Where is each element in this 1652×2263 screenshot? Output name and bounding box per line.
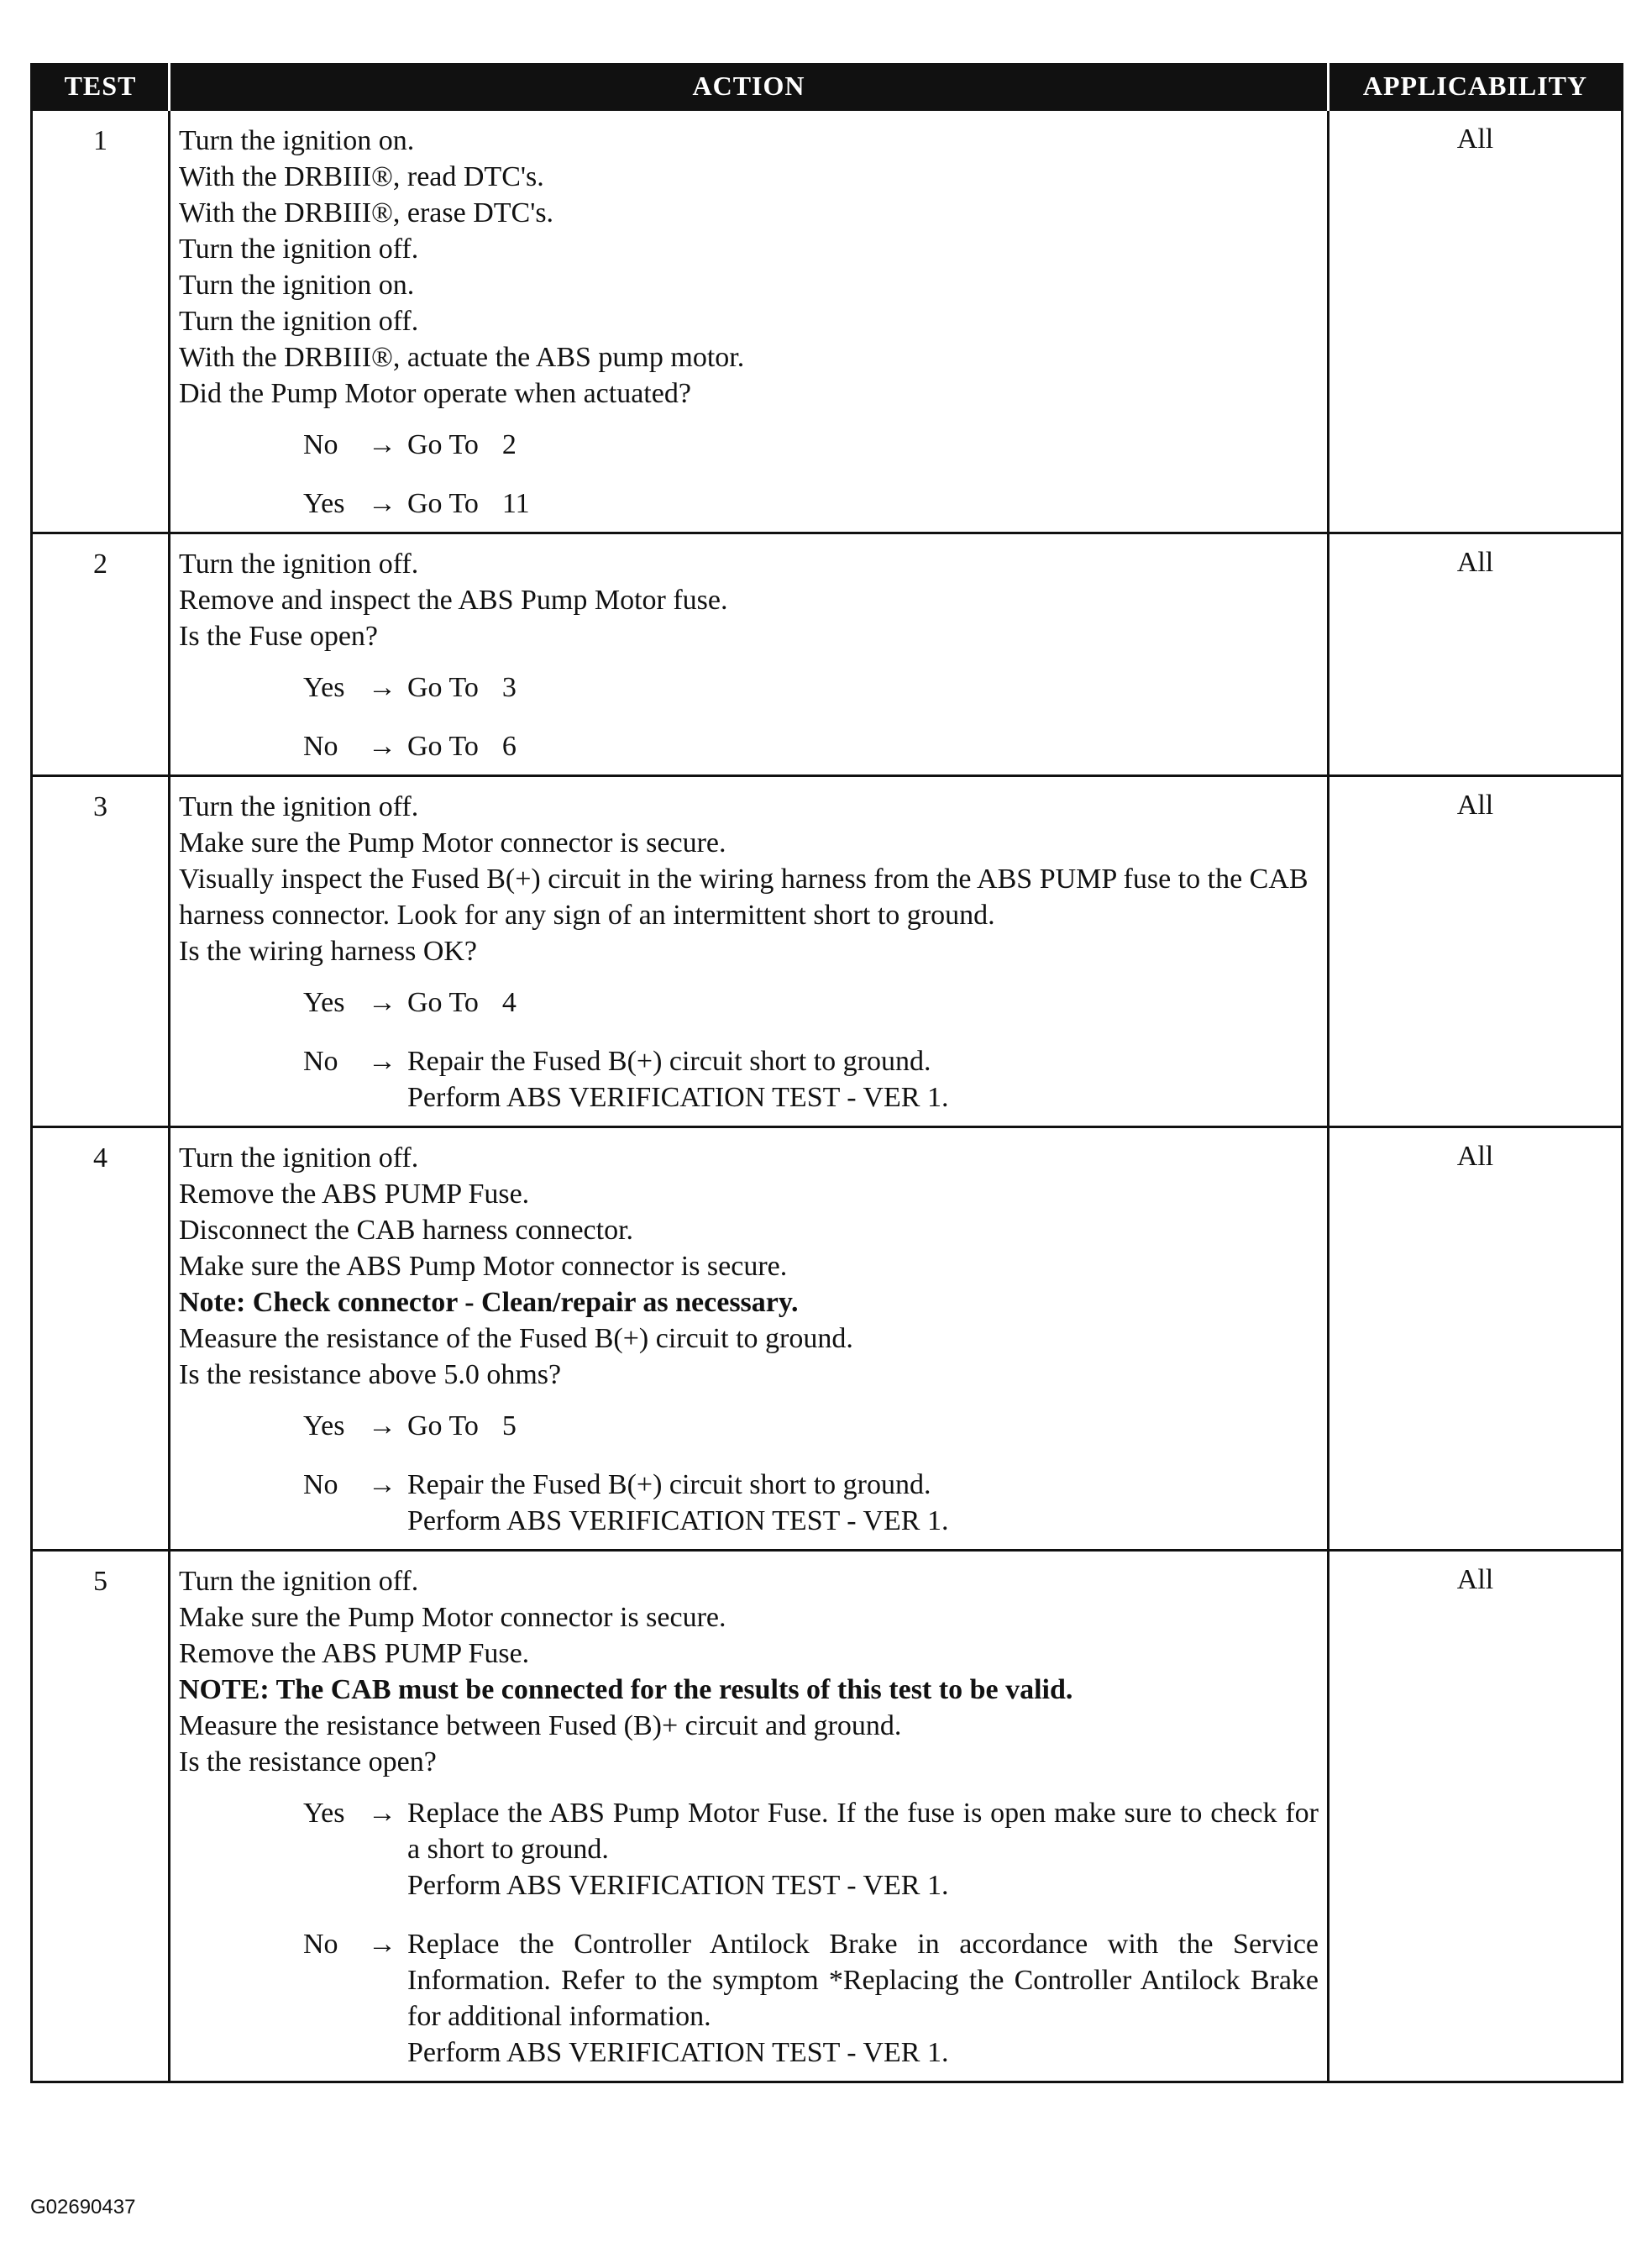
goto-target: 11: [501, 488, 530, 519]
branch-result: [407, 1795, 1319, 1903]
action-step: Turn the ignition off.: [179, 1142, 419, 1174]
table-row: [32, 533, 1623, 776]
action-step: With the DRBIII®, erase DTC's.: [179, 197, 554, 228]
right-arrow-icon: →: [368, 672, 396, 703]
action-step: Turn the ignition off.: [179, 1566, 419, 1597]
action-step: Make sure the Pump Motor connector is secure.: [179, 827, 726, 858]
right-arrow-icon: →: [368, 1046, 396, 1077]
branch-result: [407, 1926, 1319, 2071]
diagnostic-test-table: [30, 63, 1623, 2083]
action-note: NOTE: The CAB must be connected for the results of this test to be valid.: [179, 1674, 1073, 1705]
branch-result-line: Perform ABS VERIFICATION TEST - VER 1.: [407, 1870, 949, 1901]
action-step: Make sure the ABS Pump Motor connector is secure.: [179, 1251, 788, 1282]
branch-answer: Yes: [303, 488, 345, 519]
action-step: Turn the ignition on.: [179, 270, 415, 301]
table-header-row: [32, 63, 1623, 110]
table-row: [32, 110, 1623, 533]
goto-target: 6: [501, 731, 517, 762]
branch-result: [407, 1408, 1319, 1444]
action-step: Measure the resistance of the Fused B(+) circuit to ground.: [179, 1323, 853, 1354]
branch-result-line: Replace the ABS Pump Motor Fuse. If the fuse is open make sure to check for a short to ground.: [407, 1798, 1319, 1865]
right-arrow-icon: →: [368, 429, 396, 460]
action-step: With the DRBIII®, read DTC's.: [179, 161, 544, 192]
applicability-cell: All: [1329, 1127, 1623, 1551]
action-step: Visually inspect the Fused B(+) circuit in the wiring harness from the ABS PUMP fuse to the CAB harness connector. Look for any sign of an intermittent short to ground.: [179, 864, 1308, 931]
branch-result: [407, 669, 1319, 706]
test-number: 2: [32, 533, 170, 776]
applicability-cell: All: [1329, 1551, 1623, 2082]
goto-label: Go To: [407, 488, 479, 519]
header-action: ACTION: [170, 63, 1329, 110]
branch-result-line: Replace the Controller Antilock Brake in accordance with the Service Information. Refer to the symptom *Replacing the Controller Antilock Brake for additional information.: [407, 1929, 1319, 2032]
goto-target: 4: [501, 987, 517, 1018]
goto-target: 2: [501, 429, 517, 460]
branch-result-line: Repair the Fused B(+) circuit short to ground.: [407, 1046, 931, 1077]
branch-result-line: Repair the Fused B(+) circuit short to ground.: [407, 1469, 931, 1500]
branch-list: [179, 1408, 1319, 1539]
action-step: Remove and inspect the ABS Pump Motor fuse.: [179, 585, 728, 616]
branch-list: [179, 984, 1319, 1116]
action-step: Remove the ABS PUMP Fuse.: [179, 1179, 530, 1210]
branch-line: [303, 427, 1319, 463]
branch-line: [303, 1926, 1319, 2071]
branch-answer: No: [303, 429, 338, 460]
goto-target: 5: [501, 1410, 517, 1441]
goto-label: Go To: [407, 731, 479, 762]
branch-line: [303, 1043, 1319, 1116]
branch-result: [407, 1467, 1319, 1539]
action-cell: [170, 1127, 1329, 1551]
branch-result-line: Perform ABS VERIFICATION TEST - VER 1.: [407, 1505, 949, 1536]
branch-answer: Yes: [303, 987, 345, 1018]
action-cell: [170, 776, 1329, 1127]
action-step: Disconnect the CAB harness connector.: [179, 1215, 634, 1246]
action-step: Turn the ignition off.: [179, 791, 419, 822]
right-arrow-icon: →: [368, 1798, 396, 1829]
right-arrow-icon: →: [368, 1410, 396, 1441]
branch-result: [407, 728, 1319, 764]
action-step: Is the Fuse open?: [179, 621, 379, 652]
branch-result-line: Perform ABS VERIFICATION TEST - VER 1.: [407, 2037, 949, 2068]
goto-target: 3: [501, 672, 517, 703]
right-arrow-icon: →: [368, 1929, 396, 1960]
action-step: Make sure the Pump Motor connector is secure.: [179, 1602, 726, 1633]
right-arrow-icon: →: [368, 488, 396, 519]
branch-line: [303, 984, 1319, 1021]
test-number: 1: [32, 110, 170, 533]
action-step: Turn the ignition off.: [179, 549, 419, 580]
branch-result: [407, 984, 1319, 1021]
branch-line: [303, 486, 1319, 522]
action-step: Measure the resistance between Fused (B)+ circuit and ground.: [179, 1710, 902, 1741]
branch-answer: No: [303, 1929, 338, 1960]
figure-code: G02690437: [30, 2196, 136, 2218]
branch-result-line: Perform ABS VERIFICATION TEST - VER 1.: [407, 1082, 949, 1113]
branch-answer: No: [303, 731, 338, 762]
action-cell: [170, 1551, 1329, 2082]
branch-list: [179, 1795, 1319, 2071]
action-step: Remove the ABS PUMP Fuse.: [179, 1638, 530, 1669]
branch-result: [407, 1043, 1319, 1116]
table-row: [32, 1551, 1623, 2082]
branch-result: [407, 486, 1319, 522]
action-step: With the DRBIII®, actuate the ABS pump motor.: [179, 342, 745, 373]
branch-list: [179, 427, 1319, 522]
table-row: [32, 776, 1623, 1127]
action-step: Is the resistance open?: [179, 1746, 437, 1777]
right-arrow-icon: →: [368, 1469, 396, 1500]
test-number: 5: [32, 1551, 170, 2082]
table-body: [32, 110, 1623, 2082]
action-step: Is the resistance above 5.0 ohms?: [179, 1359, 562, 1390]
branch-line: [303, 728, 1319, 764]
action-step: Is the wiring harness OK?: [179, 936, 478, 967]
action-step: Did the Pump Motor operate when actuated?: [179, 378, 691, 409]
action-step: Turn the ignition off.: [179, 306, 419, 337]
branch-line: [303, 1408, 1319, 1444]
applicability-cell: All: [1329, 533, 1623, 776]
test-number: 4: [32, 1127, 170, 1551]
action-cell: [170, 110, 1329, 533]
action-note: Note: Check connector - Clean/repair as necessary.: [179, 1287, 799, 1318]
branch-result: [407, 427, 1319, 463]
applicability-cell: All: [1329, 110, 1623, 533]
header-test: TEST: [32, 63, 170, 110]
action-step: Turn the ignition on.: [179, 125, 415, 156]
action-step: Turn the ignition off.: [179, 234, 419, 265]
branch-answer: Yes: [303, 1798, 345, 1829]
right-arrow-icon: →: [368, 987, 396, 1018]
branch-line: [303, 1795, 1319, 1903]
test-number: 3: [32, 776, 170, 1127]
right-arrow-icon: →: [368, 731, 396, 762]
goto-label: Go To: [407, 987, 479, 1018]
branch-answer: Yes: [303, 1410, 345, 1441]
applicability-cell: All: [1329, 776, 1623, 1127]
branch-line: [303, 1467, 1319, 1539]
action-cell: [170, 533, 1329, 776]
header-applicability: APPLICABILITY: [1329, 63, 1623, 110]
branch-list: [179, 669, 1319, 764]
branch-answer: No: [303, 1046, 338, 1077]
table-row: [32, 1127, 1623, 1551]
branch-line: [303, 669, 1319, 706]
goto-label: Go To: [407, 429, 479, 460]
goto-label: Go To: [407, 1410, 479, 1441]
branch-answer: Yes: [303, 672, 345, 703]
goto-label: Go To: [407, 672, 479, 703]
branch-answer: No: [303, 1469, 338, 1500]
